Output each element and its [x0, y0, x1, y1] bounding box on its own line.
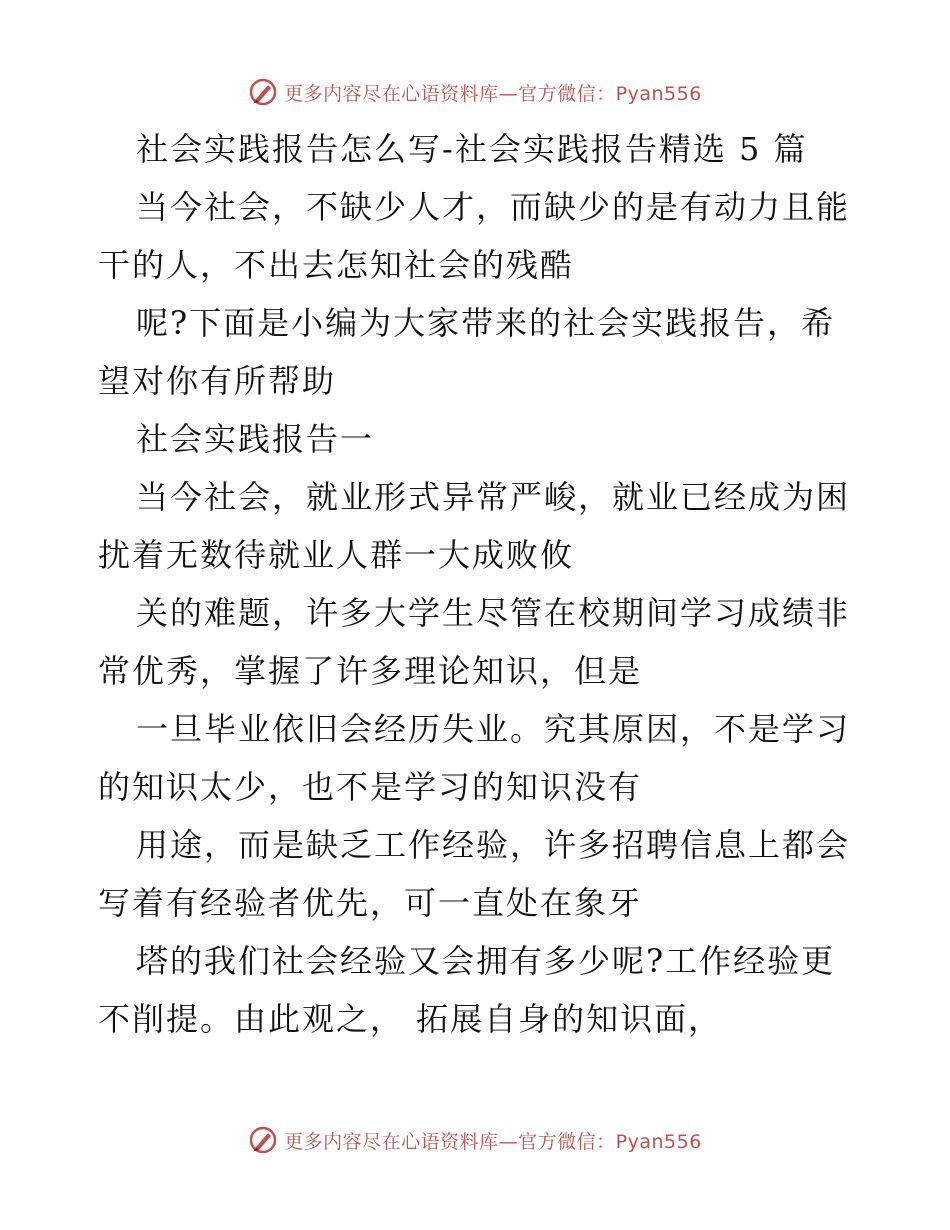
paragraph-line: 塔的我们社会经验又会拥有多少呢?工作经验更	[136, 942, 836, 980]
paragraph-line: 扰着无数待就业人群一大成败攸	[98, 536, 575, 574]
banner-title: 更多内容尽在心语资料库	[284, 82, 499, 105]
paragraph-line: 望对你有所帮助	[98, 362, 337, 400]
banner-wechat: 官方微信：Pyan556	[518, 1130, 702, 1153]
paragraph-line: 一旦毕业依旧会经历失业。究其原因，不是学习	[136, 710, 851, 748]
banner-text	[284, 1127, 702, 1154]
document-body	[98, 120, 858, 1048]
paragraph-line: 当今社会，就业形式异常严峻，就业已经成为困	[136, 478, 851, 516]
pen-logo-icon	[248, 1125, 278, 1155]
banner-dash: —	[498, 1130, 519, 1153]
paragraph-line: 呢?下面是小编为大家带来的社会实践报告，希	[136, 304, 836, 342]
document-title: 社会实践报告怎么写-社会实践报告精选 5 篇	[136, 130, 808, 168]
footer-banner	[0, 1120, 950, 1160]
paragraph-line: 常优秀，掌握了许多理论知识，但是	[98, 652, 643, 690]
paragraph-line: 干的人，不出去怎知社会的残酷	[98, 246, 575, 284]
paragraph-line: 的知识太少，也不是学习的知识没有	[98, 768, 643, 806]
paragraph-line: 关的难题，许多大学生尽管在校期间学习成绩非	[136, 594, 851, 632]
banner-text	[284, 79, 702, 106]
header-banner	[0, 72, 950, 112]
section-heading: 社会实践报告一	[136, 420, 375, 458]
banner-title: 更多内容尽在心语资料库	[284, 1130, 499, 1153]
banner-dash: —	[498, 82, 519, 105]
paragraph-line: 不削提。由此观之， 拓展自身的知识面，	[98, 1000, 723, 1038]
pen-logo-icon	[248, 77, 278, 107]
paragraph-line: 当今社会，不缺少人才，而缺少的是有动力且能	[136, 188, 851, 226]
paragraph-line: 用途，而是缺乏工作经验，许多招聘信息上都会	[136, 826, 851, 864]
paragraph-line: 写着有经验者优先，可一直处在象牙	[98, 884, 643, 922]
banner-wechat: 官方微信：Pyan556	[518, 82, 702, 105]
